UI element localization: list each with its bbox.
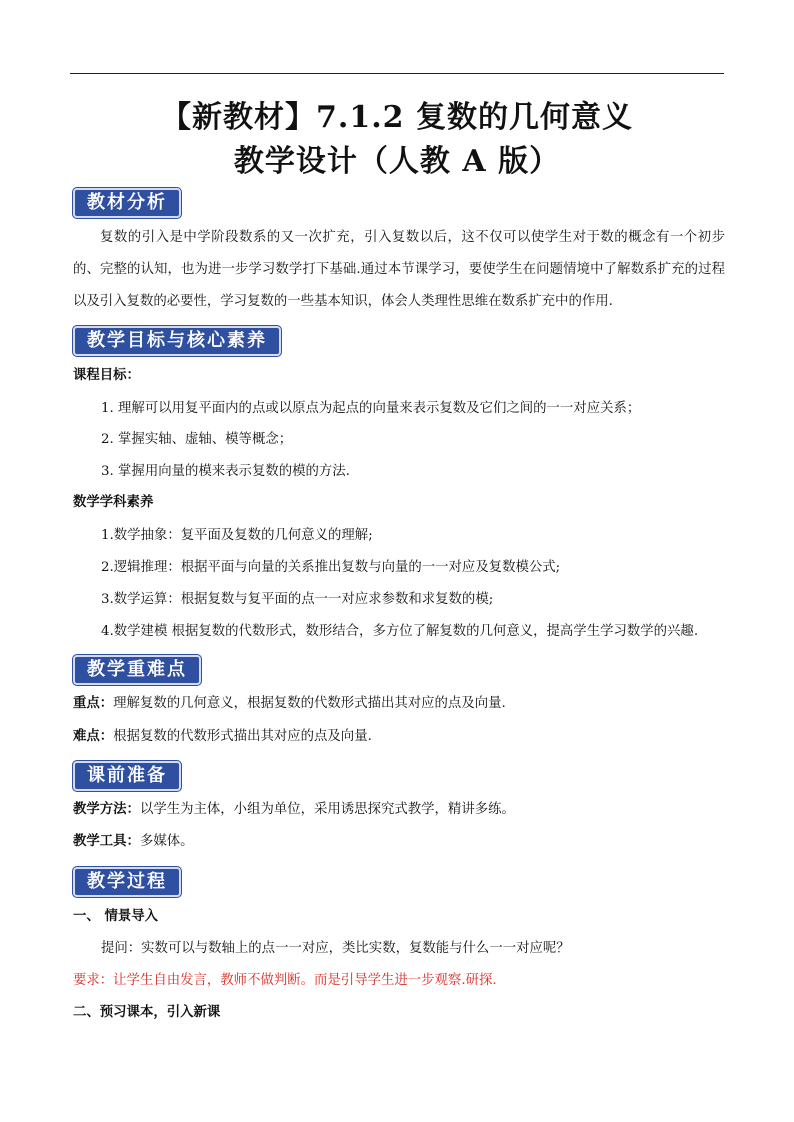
difficult-point [73,727,372,747]
section-analysis: 教材分析 [73,188,181,218]
teaching-method-text: 以学生为主体，小组为单位，采用诱思探究式教学，精讲多练。 [139,802,515,817]
course-goal-item: 3. 掌握用向量的模来表示复数的模的方法. [101,464,350,479]
teaching-tools-text: 多媒体。 [139,834,194,849]
teaching-tools [73,832,194,852]
difficult-point-text: 根据复数的代数形式描出其对应的点及向量. [113,729,372,744]
section-process: 教学过程 [73,867,181,897]
literacy-item: 1.数学抽象：复平面及复数的几何意义的理解; [101,528,373,543]
literacy-item: 2.逻辑推理：根据平面与向量的关系推出复数与向量的一一对应及复数模公式; [101,560,561,575]
title-line-2: 教学设计（人教 A 版） [233,144,561,179]
literacy-item: 3.数学运算：根据复数与复平面的点一一对应求参数和求复数的模; [101,592,494,607]
literacy-item: 4.数学建模 根据复数的代数形式，数形结合，多方位了解复数的几何意义，提高学生学习数学的兴趣. [101,624,699,639]
process-step-1: 一、 情景导入 [73,909,159,924]
teaching-method-label: 教学方法： [73,802,140,817]
header-rule [70,73,724,74]
document-title [70,96,724,184]
process-step-2: 二、预习课本，引入新课 [73,1005,221,1020]
difficult-point-label: 难点： [73,729,114,744]
course-goals-heading: 课程目标： [73,368,140,383]
title-line-1: 【新教材】7.1.2 复数的几何意义 [161,100,633,135]
key-point-text: 理解复数的几何意义，根据复数的代数形式描出其对应的点及向量. [113,696,506,711]
key-point [73,694,506,714]
literacy-heading: 数学学科素养 [73,495,154,510]
key-point-label: 重点： [73,696,114,711]
course-goal-item: 1. 理解可以用复平面内的点或以原点为起点的向量来表示复数及它们之间的一一对应关系； [101,401,641,416]
section-prep: 课前准备 [73,761,181,791]
intro-question: 提问：实数可以与数轴上的点一一对应，类比实数，复数能与什么一一对应呢？ [101,941,570,956]
section-keypoints: 教学重难点 [73,655,201,685]
teaching-method [73,800,515,820]
analysis-paragraph: 复数的引入是中学阶段数系的又一次扩充，引入复数以后，这不仅可以使学生对于数的概念有一个初步的、完整的认知，也为进一步学习数学打下基础.通过本节课学习，要使学生在问题情境中了解数系扩充的过程以及引入复数的必要性，学习复数的一些基本知识，体会人类理性思维在数系扩充中的作用. [73,230,725,309]
teaching-tools-label: 教学工具： [73,834,140,849]
course-goal-item: 2. 掌握实轴、虚轴、模等概念； [101,432,293,447]
intro-requirement: 要求：让学生自由发言，教师不做判断。而是引导学生进一步观察.研探. [73,973,497,988]
section-goals: 教学目标与核心素养 [73,326,281,356]
